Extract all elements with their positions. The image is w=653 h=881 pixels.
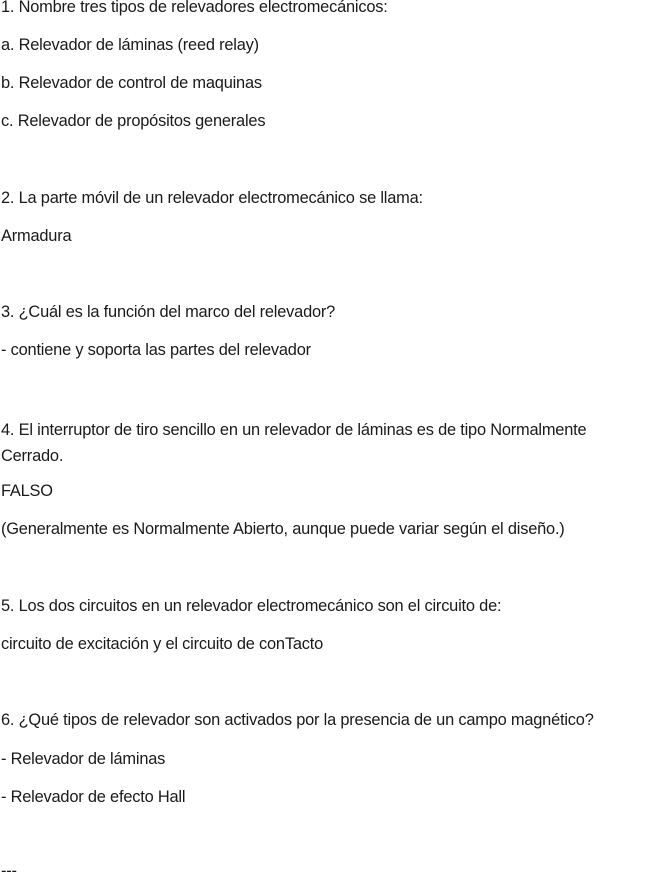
answer-2: Armadura [1,227,72,245]
answer-6b: - Relevador de efecto Hall [1,788,186,806]
answer-1a: a. Relevador de láminas (reed relay) [1,36,259,54]
question-5: 5. Los dos circuitos en un relevador electromecánico son el circuito de: [1,597,502,615]
question-1: 1. Nombre tres tipos de relevadores electromecánicos: [1,0,388,16]
question-3: 3. ¿Cuál es la función del marco del relevador? [1,303,336,321]
answer-6a: - Relevador de láminas [1,750,166,768]
separator: --- [1,862,17,880]
question-2: 2. La parte móvil de un relevador electromecánico se llama: [1,189,423,207]
question-4: 4. El interruptor de tiro sencillo en un relevador de láminas es de tipo Normalmente Cerrado. [1,421,587,465]
answer-4-note: (Generalmente es Normalmente Abierto, aunque puede variar según el diseño.) [1,520,565,538]
answer-4: FALSO [1,482,53,500]
question-6: 6. ¿Qué tipos de relevador son activados por la presencia de un campo magnético? [1,711,594,729]
answer-5: circuito de excitación y el circuito de conTacto [1,635,324,653]
answer-1b: b. Relevador de control de maquinas [1,74,262,92]
answer-1c: c. Relevador de propósitos generales [1,112,266,130]
answer-3: - contiene y soporta las partes del relevador [1,341,311,359]
